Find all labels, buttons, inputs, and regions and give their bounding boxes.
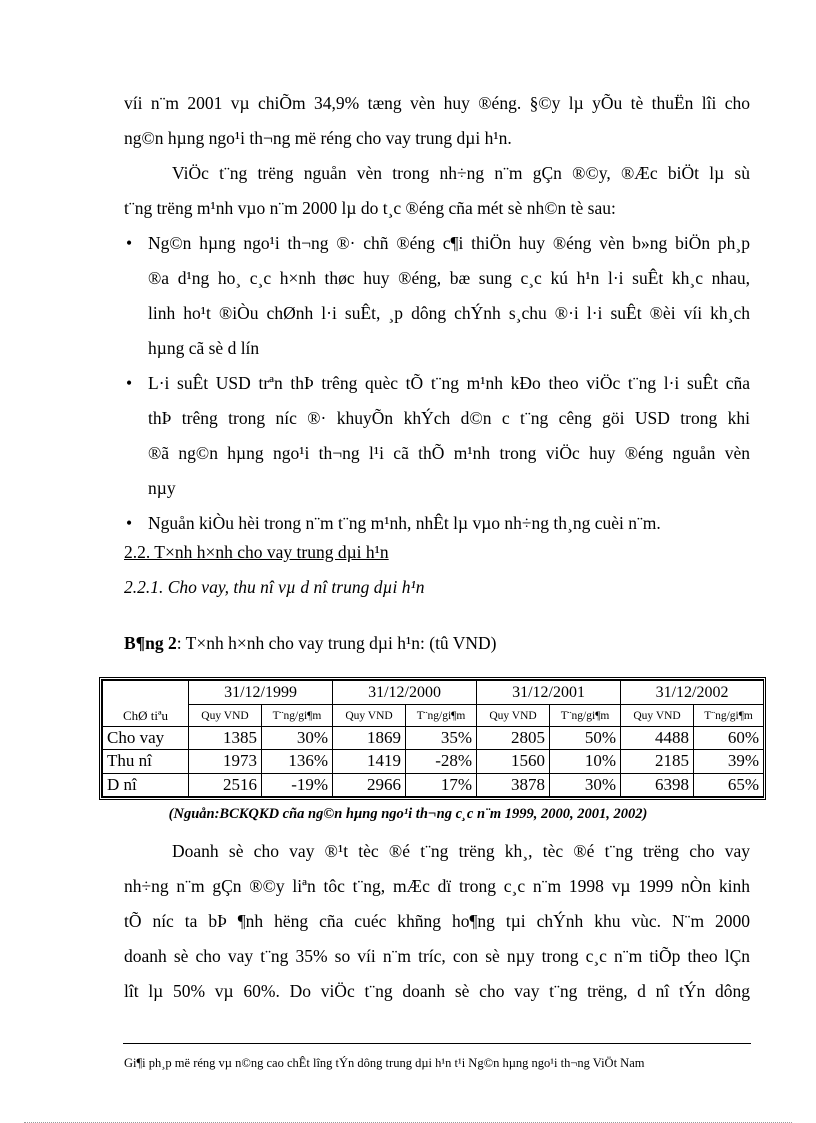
bullet-line: hµng cã sè d lín <box>148 338 260 358</box>
subsection-heading: 2.2.1. Cho vay, thu nî vµ d nî trung dµi h¹n <box>124 577 425 597</box>
bullet-icon: • <box>126 513 133 533</box>
data-table <box>102 680 764 797</box>
sub-header: Quy VND <box>333 705 406 727</box>
table-cell: 3878 <box>477 773 550 796</box>
paragraph-1 <box>124 86 750 156</box>
paragraph-line: t¨ng trëng m¹nh vµo n¨m 2000 lµ do t¸c ®éng cña mét sè nh©n tè sau: <box>124 198 616 218</box>
table-caption-label: B¶ng 2 <box>124 633 177 653</box>
sub-header: T¨ng/gi¶m <box>262 705 333 727</box>
table-cell: 4488 <box>621 727 694 750</box>
year-header: 31/12/1999 <box>189 681 333 705</box>
table-cell: 1973 <box>189 750 262 773</box>
year-header: 31/12/2001 <box>477 681 621 705</box>
table-cell: 30% <box>262 727 333 750</box>
row-label: Thu nî <box>103 750 189 773</box>
row-label: Cho vay <box>103 727 189 750</box>
sub-header: Quy VND <box>621 705 694 727</box>
table-row <box>103 750 764 773</box>
row-label: D nî <box>103 773 189 796</box>
paragraph-line: Doanh sè cho vay ®¹t tèc ®é t¨ng trëng kh¸, tèc ®é t¨ng trëng cho vay <box>172 841 750 861</box>
table-caption-text: : T×nh h×nh cho vay trung dµi h¹n: (tû VND) <box>176 633 497 653</box>
bullet-item <box>124 506 750 541</box>
paragraph-line: ng©n hµng ngo¹i th¬ng më réng cho vay trung dµi h¹n. <box>124 128 512 148</box>
bullet-item <box>124 366 750 506</box>
table-caption <box>124 633 496 654</box>
table-cell: 17% <box>406 773 477 796</box>
year-header: 31/12/2002 <box>621 681 764 705</box>
table-cell: 35% <box>406 727 477 750</box>
table-cell: -19% <box>262 773 333 796</box>
bullet-line: Ng©n hµng ngo¹i th¬ng ®· chñ ®éng c¶i thiÖn huy ®éng vèn b»ng biÖn ph¸p <box>148 233 750 253</box>
table-cell: 1869 <box>333 727 406 750</box>
table-row <box>103 727 764 750</box>
bullet-line: ®ã ng©n hµng ngo¹i th¬ng l¹i cã thÕ m¹nh trong viÖc huy ®éng nguån vèn <box>148 443 750 463</box>
table-cell: 65% <box>694 773 764 796</box>
page-footer: Gi¶i ph¸p më réng vµ n©ng cao chÊt lîng tÝn dông trung dµi h¹n t¹i Ng©n hµng ngo¹i th¬ng ViÖt Nam <box>124 1056 645 1070</box>
paragraph-line: víi n¨m 2001 vµ chiÕm 34,9% tæng vèn huy ®éng. §©y lµ yÕu tè thuËn lîi cho <box>124 93 750 113</box>
table-cell: 39% <box>694 750 764 773</box>
paragraph-line: doanh sè cho vay t¨ng 35% so víi n¨m tríc, con sè nµy trong c¸c n¨m tiÕp theo lÇn <box>124 946 750 966</box>
paragraph-line: ViÖc t¨ng trëng nguån vèn trong nh÷ng n¨m gÇn ®©y, ®Æc biÖt lµ sù <box>172 163 750 183</box>
sub-header: T¨ng/gi¶m <box>550 705 621 727</box>
sub-header: T¨ng/gi¶m <box>694 705 764 727</box>
paragraph-2 <box>124 156 750 226</box>
table-cell: 50% <box>550 727 621 750</box>
bullet-line: thÞ trêng trong níc ®· khuyÕn khÝch d©n c t¨ng cêng göi USD trong khi <box>148 408 750 428</box>
bullet-list <box>124 226 750 541</box>
bullet-line: L·i suÊt USD trªn thÞ trêng quèc tÕ t¨ng m¹nh kÐo theo viÖc t¨ng l·i suÊt cña <box>148 373 750 393</box>
table-cell: 2966 <box>333 773 406 796</box>
table-cell: 60% <box>694 727 764 750</box>
data-table-frame <box>99 677 766 800</box>
bullet-line: nµy <box>148 478 176 498</box>
sub-header: T¨ng/gi¶m <box>406 705 477 727</box>
footer-divider <box>123 1043 751 1044</box>
sub-header: Quy VND <box>189 705 262 727</box>
bullet-icon: • <box>126 233 133 253</box>
table-cell: 6398 <box>621 773 694 796</box>
year-header: 31/12/2000 <box>333 681 477 705</box>
table-corner-header: ChØ tiªu <box>103 681 189 727</box>
section-heading: 2.2. T×nh h×nh cho vay trung dµi h¹n <box>124 542 389 562</box>
bullet-line: Nguån kiÒu hèi trong n¨m t¨ng m¹nh, nhÊt lµ vµo nh÷ng th¸ng cuèi n¨m. <box>148 513 661 533</box>
table-cell: 2805 <box>477 727 550 750</box>
table-cell: 136% <box>262 750 333 773</box>
table-source-note: (Nguån:BCKQKD cña ng©n hµng ngo¹i th¬ng c¸c n¨m 1999, 2000, 2001, 2002) <box>168 806 648 822</box>
table-cell: 1560 <box>477 750 550 773</box>
table-cell: 2516 <box>189 773 262 796</box>
bullet-item <box>124 226 750 366</box>
paragraph-line: tÕ níc ta bÞ ¶nh hëng cña cuéc khñng ho¶ng tµi chÝnh khu vùc. N¨m 2000 <box>124 911 750 931</box>
bullet-line: linh ho¹t ®iÒu chØnh l·i suÊt, ¸p dông chÝnh s¸chu ®·i l·i suÊt ®èi víi kh¸ch <box>148 303 750 323</box>
table-cell: 10% <box>550 750 621 773</box>
table-cell: -28% <box>406 750 477 773</box>
table-cell: 2185 <box>621 750 694 773</box>
bullet-line: ®a d¹ng ho¸ c¸c h×nh thøc huy ®éng, bæ sung c¸c kú h¹n l·i suÊt kh¸c nhau, <box>148 268 750 288</box>
sub-header: Quy VND <box>477 705 550 727</box>
table-cell: 1419 <box>333 750 406 773</box>
table-row <box>103 773 764 796</box>
bullet-icon: • <box>126 373 133 393</box>
table-cell: 1385 <box>189 727 262 750</box>
table-cell: 30% <box>550 773 621 796</box>
paragraph-line: lît lµ 50% vµ 60%. Do viÖc t¨ng doanh sè cho vay t¨ng trëng, d nî tÝn dông <box>124 981 750 1001</box>
paragraph-line: nh÷ng n¨m gÇn ®©y liªn tôc t¨ng, mÆc dï trong c¸c n¨m 1998 vµ 1999 nÒn kinh <box>124 876 750 896</box>
paragraph-3 <box>124 834 750 1009</box>
